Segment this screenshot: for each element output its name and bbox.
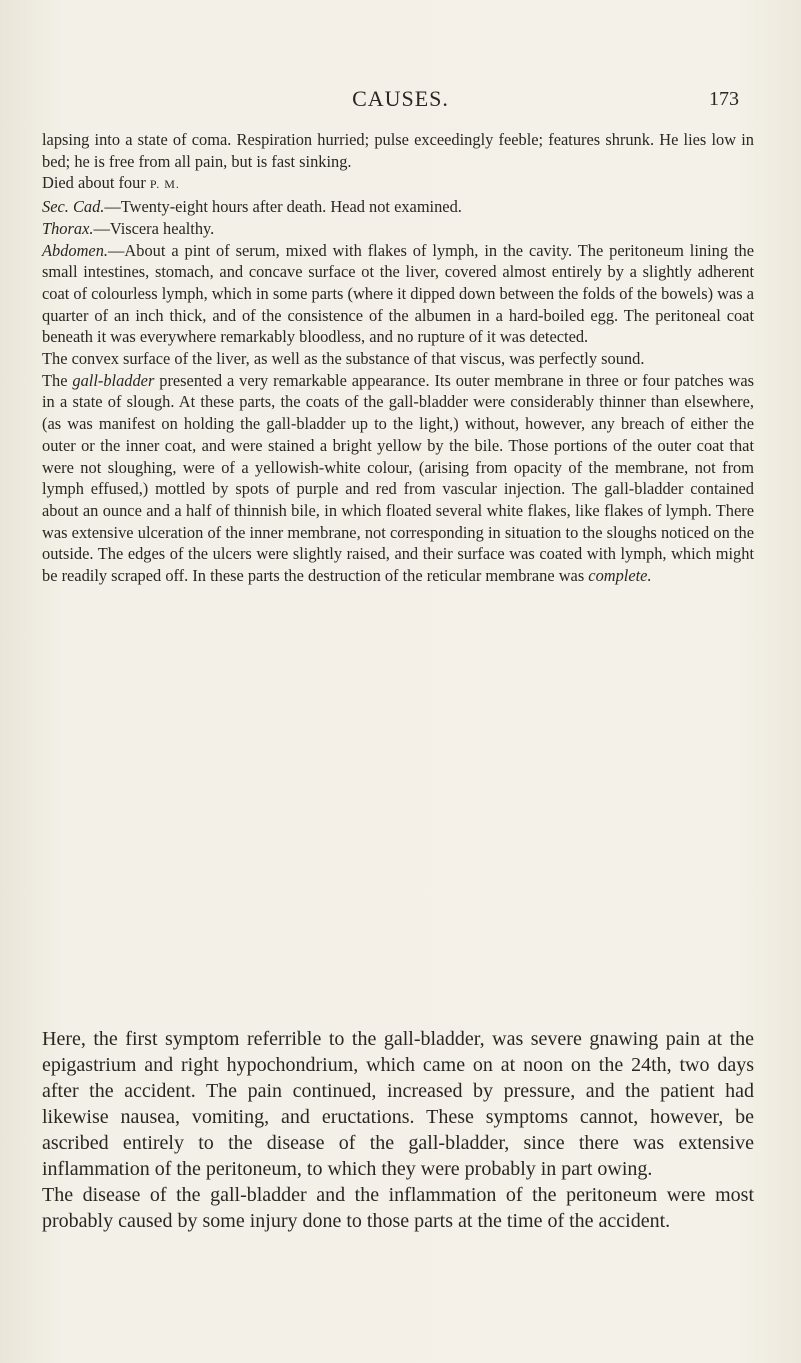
case-paragraph-liver: The convex surface of the liver, as well as the substance of that viscus, was perfectly sound. xyxy=(42,349,645,369)
gall-bladder-label: gall-bladder xyxy=(72,370,155,390)
page-header xyxy=(0,86,801,116)
sec-cad-text: —Twenty-eight hours after death. Head not examined. xyxy=(104,197,462,217)
commentary-paragraph-1: Here, the first symptom referrible to the gall-bladder, was severe gnawing pain at the epigastrium and right hypochondrium, which came on at noon on the 24th, two days after the accident. The pain continued, increased by pressure, and the patient had likewise nausea, vomiting, and eructations. These symptoms cannot, however, be ascribed entirely to the disease of the gall-bladder, since there was extensive inflammation of the peritoneum, to which they were probably in part owing. xyxy=(42,1028,754,1180)
page-number: 173 xyxy=(709,88,739,110)
case-paragraph-gall-bladder xyxy=(42,370,754,587)
abdomen-text: —About a pint of serum, mixed with flakes of lymph, in the cavity. The peritoneum lining the small intestines, stomach, and concave surface ot the liver, covered almost entirely by a slightly adherent coat of colourless lymph, which in some parts (where it dipped down between the folds of the bowels) was a quarter of an inch thick, and of the consistence of the albumen in a hard-boiled egg. The peritoneal coat beneath it was everywhere remarkably bloodless, and no rupture of it was detected. xyxy=(42,240,754,347)
commentary xyxy=(42,1026,754,1234)
case-paragraph-thorax xyxy=(42,218,754,240)
case-paragraph-died xyxy=(42,172,754,196)
running-head: CAUSES. xyxy=(352,86,449,111)
gall-bladder-end: complete. xyxy=(588,566,652,586)
died-text: Died about four xyxy=(42,173,150,193)
case-paragraph-sec-cad xyxy=(42,196,754,218)
thorax-text: —Viscera healthy. xyxy=(93,218,215,238)
thorax-label: Thorax. xyxy=(42,218,94,238)
gall-bladder-text: presented a very remarkable appearance. Its outer membrane in three or four patches was in a state of slough. At these parts, the coats of the gall-bladder were considerably thinner than elsewhere, (as was manifest on holding the gall-bladder up to the light,) without, however, any breach of either the outer or the inner coat, and were stained a bright yellow by the bile. Those portions of the outer coat that were not sloughing, were of a yellowish-white colour, (arising from opacity of the membrane, not from lymph effused,) mottled by spots of purple and red from vascular injection. The gall-bladder contained about an ounce and a half of thinnish bile, in which floated several white flakes, like flakes of lymph. There was extensive ulceration of the inner membrane, not corresponding in situation to the sloughs noticed on the outside. The edges of the ulcers were slightly raised, and their surface was coated with lymph, which might be readily scraped off. In these parts the destruction of the reticular membrane was xyxy=(42,370,754,586)
case-report xyxy=(42,129,754,587)
case-paragraph-abdomen xyxy=(42,240,754,349)
gall-bladder-pre: The xyxy=(42,370,73,390)
abdomen-label: Abdomen. xyxy=(42,240,109,260)
commentary-paragraph-2: The disease of the gall-bladder and the inflammation of the peritoneum were most probably caused by some injury done to those parts at the time of the accident. xyxy=(42,1184,754,1232)
sec-cad-label: Sec. Cad. xyxy=(42,197,105,217)
case-paragraph-coma: lapsing into a state of coma. Respiration hurried; pulse exceedingly feeble; features shrunk. He lies low in bed; he is free from all pain, but is fast sinking. xyxy=(42,130,754,171)
time-abbrev: P. M. xyxy=(149,177,180,192)
